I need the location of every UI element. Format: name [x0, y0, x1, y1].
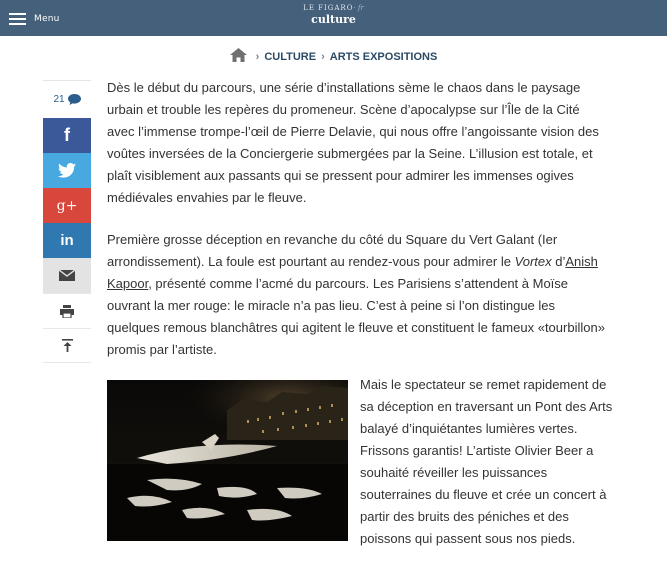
linkedin-icon: in	[60, 232, 74, 249]
comment-bubble-icon	[68, 94, 81, 105]
breadcrumb-culture[interactable]: CULTURE	[264, 50, 317, 63]
comments-count[interactable]	[43, 80, 91, 118]
envelope-icon	[59, 270, 75, 281]
twitter-share-button[interactable]	[43, 153, 91, 188]
breadcrumb	[0, 48, 667, 65]
googleplus-share-button[interactable]	[43, 188, 91, 223]
printer-icon	[60, 305, 74, 318]
facebook-share-button[interactable]	[43, 118, 91, 153]
artwork-title: Vortex	[514, 254, 552, 269]
chevron-right-icon: ›	[255, 50, 260, 63]
share-bar	[43, 80, 91, 363]
article-photo[interactable]	[107, 380, 348, 541]
chevron-right-icon: ›	[321, 50, 325, 63]
email-share-button[interactable]	[43, 258, 91, 293]
logo-section: culture	[311, 13, 356, 26]
artist-link[interactable]: Anish Kapoor	[107, 254, 598, 291]
print-button[interactable]	[43, 293, 91, 328]
googleplus-icon: g+	[56, 197, 78, 214]
twitter-icon	[58, 163, 76, 178]
article-paragraph: Première grosse déception en revanche du côté du Square du Vert Galant (Ier arrondissement). La foule est pourtant au rendez-vous pour admirer le Vortex d’Anish Kapoor, présenté comme l’acmé du parcours. Les Parisiens s’attendent à Moïse ouvrant la mer rouge: le miracle n’a pas lieu. C’est à peine si l’on distingue les quelques remous blanchâtres qui agitent le fleuve et constituent le fameux «tourbillon» promis par l’artiste.	[107, 232, 605, 357]
logo-suffix: · fr	[353, 4, 364, 12]
home-icon[interactable]	[230, 48, 247, 65]
comment-count-value: 21	[53, 94, 65, 105]
menu-label: Menu	[34, 14, 60, 24]
arrow-up-to-top-icon	[62, 339, 73, 352]
top-header	[0, 0, 667, 36]
facebook-icon: f	[64, 125, 70, 145]
logo-brand: LE FIGARO	[303, 4, 354, 12]
breadcrumb-arts-expositions[interactable]: ARTS EXPOSITIONS	[329, 50, 438, 63]
article-paragraph: Dès le début du parcours, une série d’installations sème le chaos dans le paysage urbain et trouble les repères du promeneur. Scène d’apocalypse sur l’Île de la Cité avec l’immense trompe-l’œil de Pierre Delavie, qui nous offre l’angoissante vision des voûtes inversées de la Conciergerie submergées par la Seine. L’illusion est totale, et plaît visiblement aux passants qui se pressent pour admirer les immenses ogives médiévales envahies par le fleuve.	[107, 80, 599, 205]
back-to-top-button[interactable]	[43, 328, 91, 363]
linkedin-share-button[interactable]	[43, 223, 91, 258]
site-logo[interactable]	[0, 5, 667, 25]
article-paragraph: Mais le spectateur se remet rapidement de sa déception en traversant un Pont des Arts balayé d’inquiétantes lumières vertes. Frissons garantis! L’artiste Olivier Beer a souhaité réveiller les puissances souterraines du fleuve et crée un concert à partir des bruits des péniches et des poissons qui passent sous nos pieds.	[360, 377, 613, 546]
article-body	[107, 77, 607, 381]
